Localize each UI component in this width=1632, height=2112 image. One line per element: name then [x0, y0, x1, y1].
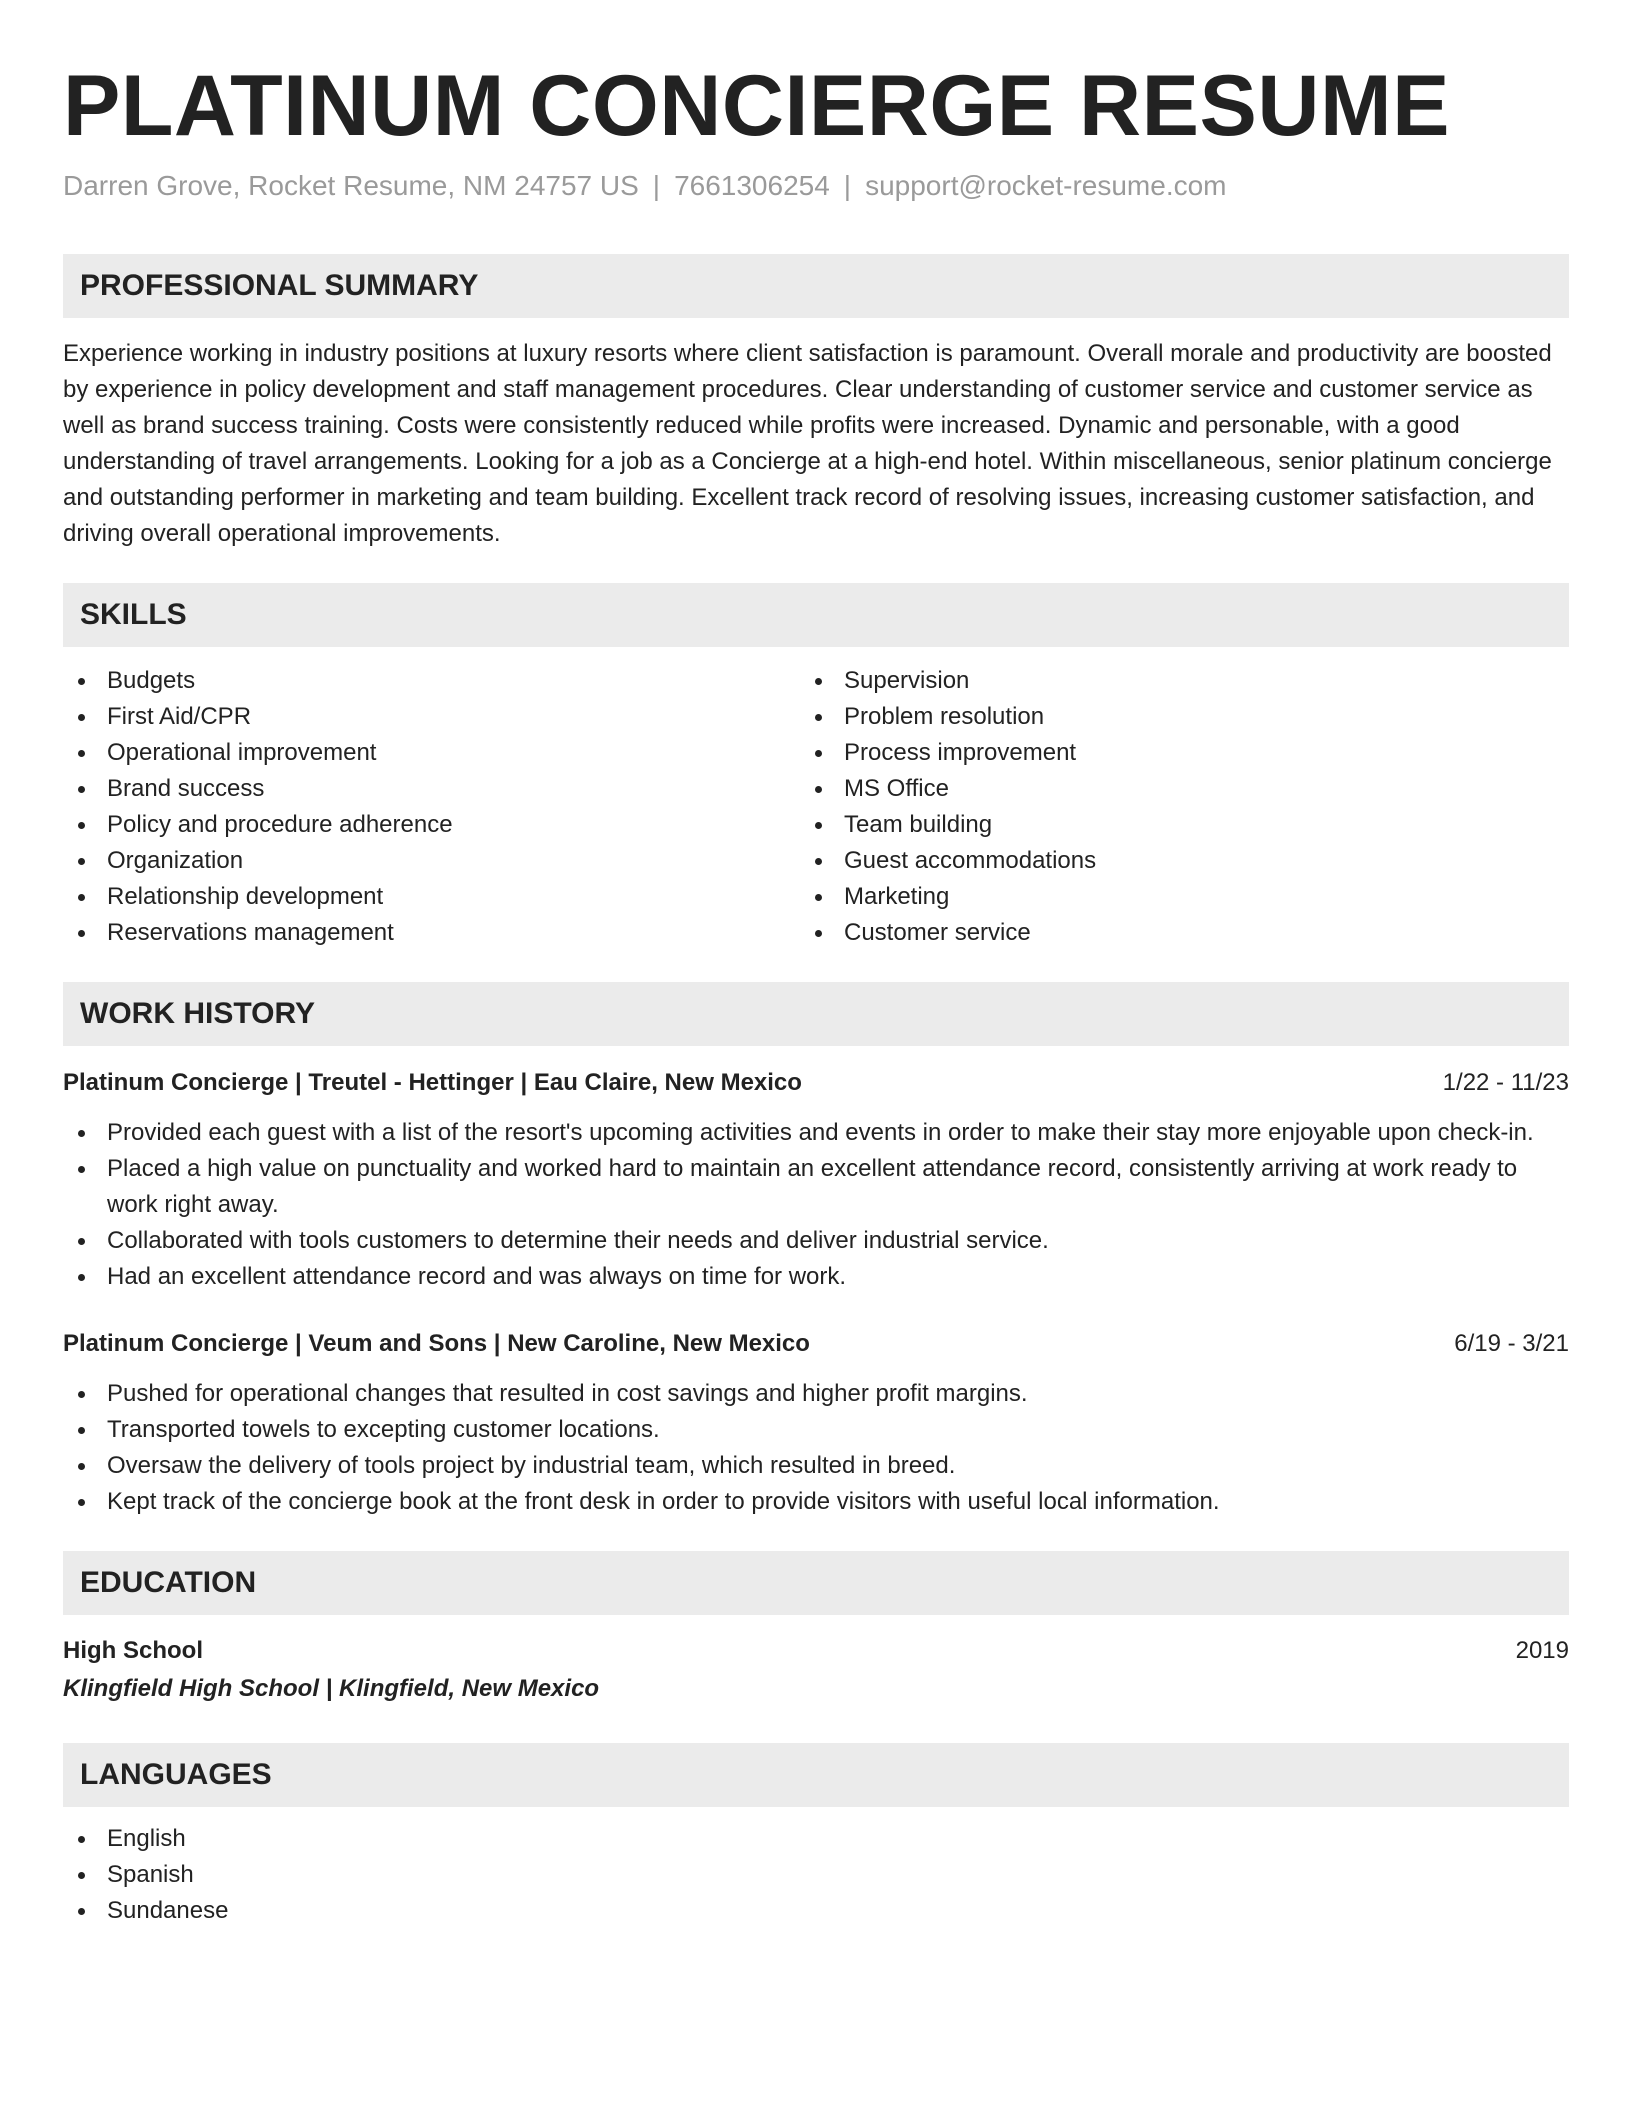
skills-column-right — [800, 663, 1569, 951]
section-header-languages: LANGUAGES — [63, 1743, 1569, 1807]
resume-title: PLATINUM CONCIERGE RESUME — [63, 58, 1450, 154]
contact-separator: | — [652, 170, 661, 201]
skill-item: Process improvement — [800, 735, 1569, 771]
contact-phone: 7661306254 — [674, 170, 830, 201]
language-item: English — [63, 1821, 1569, 1857]
job-bullet: Oversaw the delivery of tools project by industrial team, which resulted in breed. — [63, 1448, 1569, 1484]
skill-item: Budgets — [63, 663, 800, 699]
skill-item: Brand success — [63, 771, 800, 807]
education-heading-line — [63, 1633, 1569, 1669]
job-dates: 1/22 - 11/23 — [1442, 1069, 1569, 1096]
job-bullet: Collaborated with tools customers to determine their needs and deliver industrial service. — [63, 1223, 1569, 1259]
job-bullet: Kept track of the concierge book at the front desk in order to provide visitors with useful local information. — [63, 1484, 1569, 1520]
job-heading-line — [63, 1326, 1569, 1362]
job-title: Platinum Concierge | Treutel - Hettinger | Eau Claire, New Mexico — [63, 1069, 802, 1096]
skill-item: Customer service — [800, 915, 1569, 951]
skill-item: Operational improvement — [63, 735, 800, 771]
contact-separator: | — [843, 170, 852, 201]
skills-list — [63, 663, 1569, 951]
skill-item: Reservations management — [63, 915, 800, 951]
job-bullet: Placed a high value on punctuality and worked hard to maintain an excellent attendance record, consistently arriving at work ready to work right away. — [63, 1151, 1569, 1223]
job-entry — [63, 1326, 1569, 1520]
contact-email: support@rocket-resume.com — [865, 170, 1227, 201]
job-bullet: Transported towels to excepting customer locations. — [63, 1412, 1569, 1448]
section-header-work-history: WORK HISTORY — [63, 982, 1569, 1046]
language-item: Sundanese — [63, 1893, 1569, 1929]
job-heading-line — [63, 1065, 1569, 1101]
skill-item: Supervision — [800, 663, 1569, 699]
job-bullet: Provided each guest with a list of the resort's upcoming activities and events in order to make their stay more enjoyable upon check-in. — [63, 1115, 1569, 1151]
job-bullet: Had an excellent attendance record and was always on time for work. — [63, 1259, 1569, 1295]
summary-text: Experience working in industry positions at luxury resorts where client satisfaction is paramount. Overall morale and productivity are boosted by experience in policy development and staff management procedures. Clear understanding of customer service and customer service as well as brand success training. Costs were consistently reduced while profits were increased. Dynamic and personable, with a good understanding of travel arrangements. Looking for a job as a Concierge at a high-end hotel. Within miscellaneous, senior platinum concierge and outstanding performer in marketing and team building. Excellent track record of resolving issues, increasing customer satisfaction, and driving overall operational improvements. — [63, 340, 1552, 547]
skill-item: Organization — [63, 843, 800, 879]
education-school: Klingfield High School | Klingfield, New Mexico — [63, 1675, 600, 1702]
skill-item: Relationship development — [63, 879, 800, 915]
contact-address: Darren Grove, Rocket Resume, NM 24757 US — [63, 170, 639, 201]
job-entry — [63, 1065, 1569, 1295]
skill-item: First Aid/CPR — [63, 699, 800, 735]
section-header-education: EDUCATION — [63, 1551, 1569, 1615]
job-dates: 6/19 - 3/21 — [1454, 1330, 1569, 1357]
skill-item: Problem resolution — [800, 699, 1569, 735]
language-item: Spanish — [63, 1857, 1569, 1893]
education-year: 2019 — [1515, 1637, 1569, 1664]
section-header-skills: SKILLS — [63, 583, 1569, 647]
skill-item: Team building — [800, 807, 1569, 843]
job-bullets — [63, 1115, 1569, 1295]
section-header-summary: PROFESSIONAL SUMMARY — [63, 254, 1569, 318]
skill-item: Marketing — [800, 879, 1569, 915]
job-bullet: Pushed for operational changes that resulted in cost savings and higher profit margins. — [63, 1376, 1569, 1412]
job-title: Platinum Concierge | Veum and Sons | New Caroline, New Mexico — [63, 1330, 810, 1357]
skills-column-left — [63, 663, 800, 951]
skill-item: Guest accommodations — [800, 843, 1569, 879]
contact-line — [63, 168, 1569, 204]
skill-item: Policy and procedure adherence — [63, 807, 800, 843]
languages-list — [63, 1821, 1569, 1929]
skill-item: MS Office — [800, 771, 1569, 807]
education-degree: High School — [63, 1637, 203, 1664]
job-bullets — [63, 1376, 1569, 1520]
